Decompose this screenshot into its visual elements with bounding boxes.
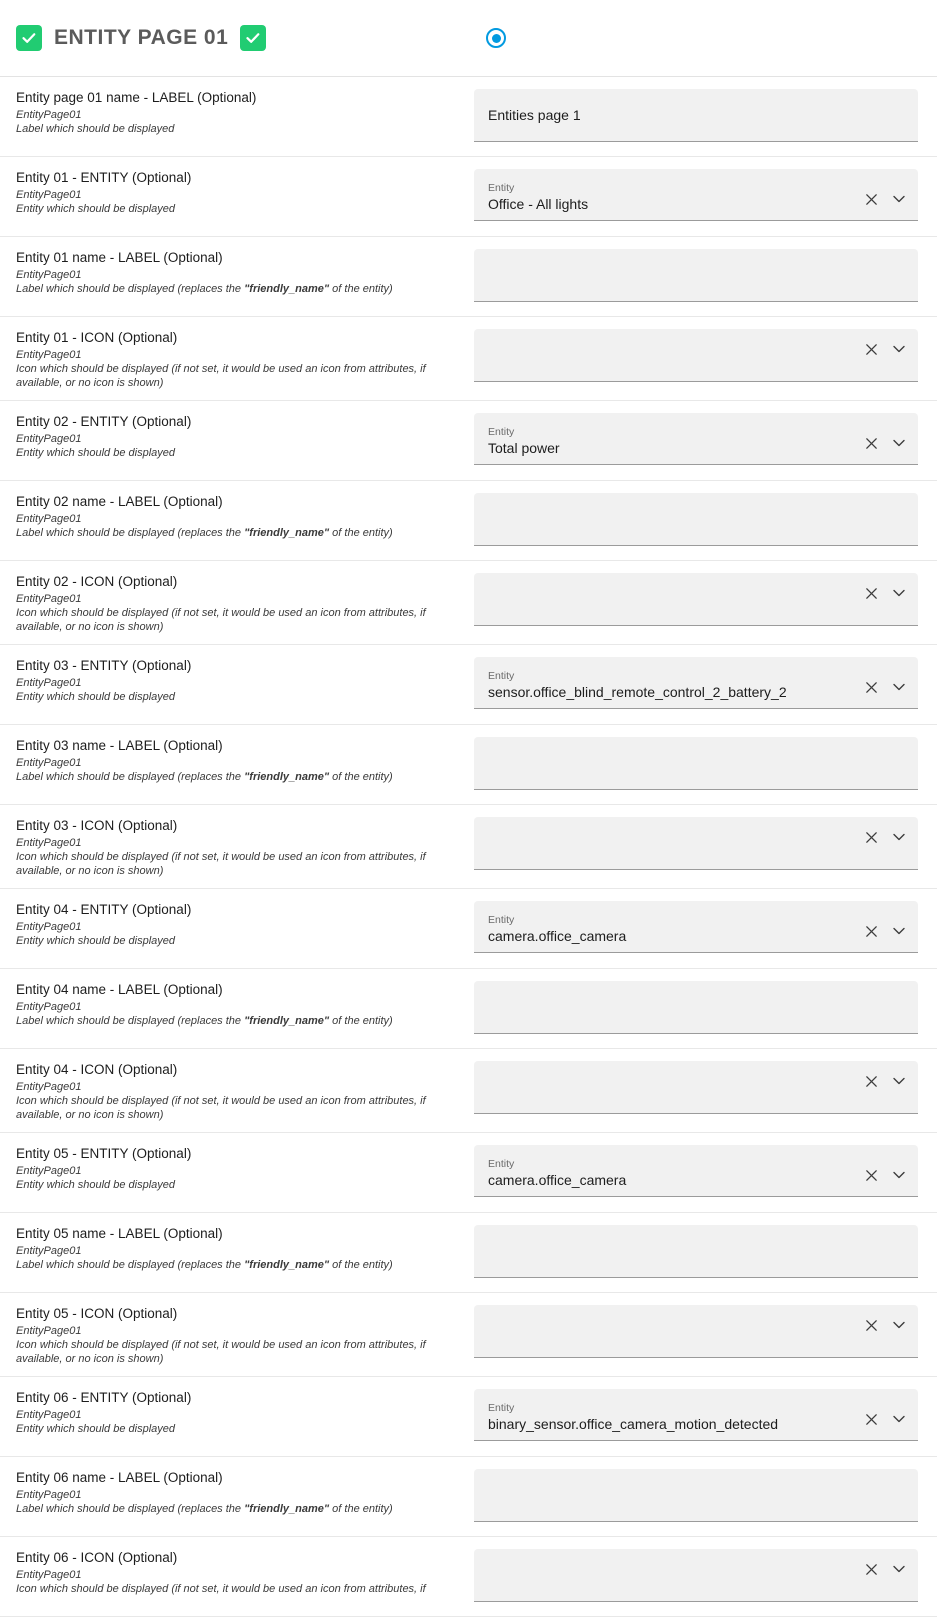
text-input-field[interactable] <box>474 89 918 142</box>
row-description <box>16 1503 446 1517</box>
field-content[interactable] <box>488 1305 862 1357</box>
clear-icon[interactable] <box>862 1560 880 1578</box>
field-float-label: Entity <box>488 1158 515 1170</box>
field-actions <box>862 1072 908 1102</box>
row-field-column <box>460 237 937 312</box>
row-key: EntityPage01 <box>16 1165 82 1177</box>
row-description-post: of the entity) <box>329 1015 393 1027</box>
field-actions <box>862 828 908 858</box>
row-title: Entity 03 - ENTITY (Optional) <box>16 658 192 673</box>
row-label-column <box>0 1213 460 1283</box>
row-description: Entity which should be displayed <box>16 203 175 215</box>
chevron-down-icon[interactable] <box>890 340 908 358</box>
field-content[interactable] <box>488 573 862 625</box>
row-label-column <box>0 725 460 795</box>
settings-row <box>0 77 937 157</box>
row-field-column <box>460 1293 937 1368</box>
chevron-down-icon[interactable] <box>890 190 908 208</box>
field-content[interactable] <box>488 329 862 381</box>
entity-select-field[interactable] <box>474 573 918 626</box>
entity-select-field[interactable] <box>474 1389 918 1441</box>
entity-select-field[interactable] <box>474 413 918 465</box>
clear-icon[interactable] <box>862 922 880 940</box>
row-field-column <box>460 725 937 800</box>
row-key: EntityPage01 <box>16 433 82 445</box>
row-label-column <box>0 1293 460 1376</box>
text-input-field[interactable] <box>474 1225 918 1278</box>
field-content[interactable] <box>488 249 908 301</box>
field-actions <box>862 678 908 708</box>
row-description: Entity which should be displayed <box>16 935 175 947</box>
settings-row <box>0 1133 937 1213</box>
settings-row <box>0 561 937 645</box>
clear-icon[interactable] <box>862 678 880 696</box>
clear-icon[interactable] <box>862 584 880 602</box>
clear-icon[interactable] <box>862 1166 880 1184</box>
row-title: Entity 02 - ICON (Optional) <box>16 574 178 589</box>
row-description-emphasis: "friendly_name" <box>244 771 330 783</box>
header-left-checkbox[interactable] <box>16 25 42 51</box>
row-label-column <box>0 645 460 715</box>
field-float-label: Entity <box>488 182 515 194</box>
row-description: Icon which should be displayed (if not set, it would be used an icon from attributes, if available, or no icon is shown) <box>16 363 426 389</box>
settings-row <box>0 401 937 481</box>
text-input-field[interactable] <box>474 981 918 1034</box>
row-title: Entity 06 - ICON (Optional) <box>16 1550 178 1565</box>
row-description-pre: Label which should be displayed (replaces the <box>16 1259 245 1271</box>
clear-icon[interactable] <box>862 1410 880 1428</box>
row-title: Entity 06 - ENTITY (Optional) <box>16 1390 192 1405</box>
field-actions <box>862 1560 908 1590</box>
row-description-pre: Label which should be displayed (replaces the <box>16 1015 245 1027</box>
field-content[interactable] <box>488 914 862 952</box>
chevron-down-icon[interactable] <box>890 1560 908 1578</box>
header-right-checkbox[interactable] <box>240 25 266 51</box>
row-description: Icon which should be displayed (if not set, it would be used an icon from attributes, if available, or no icon is shown) <box>16 851 426 877</box>
entity-select-field[interactable] <box>474 329 918 382</box>
chevron-down-icon[interactable] <box>890 1410 908 1428</box>
chevron-down-icon[interactable] <box>890 1316 908 1334</box>
row-description <box>16 283 446 297</box>
row-field-column <box>460 1457 937 1532</box>
row-field-column <box>460 969 937 1044</box>
field-value[interactable]: binary_sensor.office_camera_motion_detected <box>488 1416 779 1432</box>
row-description-pre: Label which should be displayed (replaces the <box>16 283 245 295</box>
radio-inner <box>492 34 501 43</box>
row-label-column <box>0 1049 460 1132</box>
row-label-column <box>0 889 460 959</box>
row-description <box>16 527 446 541</box>
entity-select-field[interactable] <box>474 1549 918 1602</box>
page-title: ENTITY PAGE 01 <box>54 26 229 49</box>
settings-row <box>0 805 937 889</box>
row-key: EntityPage01 <box>16 593 82 605</box>
settings-row <box>0 1457 937 1537</box>
field-content[interactable] <box>488 426 862 464</box>
row-label-column <box>0 561 460 644</box>
row-label-column <box>0 481 460 551</box>
field-content[interactable] <box>488 182 862 220</box>
row-title: Entity 05 name - LABEL (Optional) <box>16 1226 223 1241</box>
settings-row <box>0 645 937 725</box>
field-actions <box>862 1316 908 1346</box>
row-description <box>16 1015 446 1029</box>
row-title: Entity page 01 name - LABEL (Optional) <box>16 90 257 105</box>
row-title: Entity 05 - ICON (Optional) <box>16 1306 178 1321</box>
row-label-column <box>0 805 460 888</box>
field-content[interactable] <box>488 493 908 545</box>
row-description <box>16 1259 446 1273</box>
row-key: EntityPage01 <box>16 837 82 849</box>
row-title: Entity 04 name - LABEL (Optional) <box>16 982 223 997</box>
row-title: Entity 06 name - LABEL (Optional) <box>16 1470 223 1485</box>
settings-row <box>0 237 937 317</box>
row-description: Icon which should be displayed (if not set, it would be used an icon from attributes, if available, or no icon is shown) <box>16 1339 426 1365</box>
row-field-column <box>460 1377 937 1451</box>
clear-icon[interactable] <box>862 190 880 208</box>
row-title: Entity 01 - ENTITY (Optional) <box>16 170 192 185</box>
field-actions <box>862 922 908 952</box>
row-title: Entity 04 - ICON (Optional) <box>16 1062 178 1077</box>
settings-row <box>0 1293 937 1377</box>
field-content[interactable] <box>488 670 862 708</box>
chevron-down-icon[interactable] <box>890 828 908 846</box>
field-content[interactable] <box>488 1469 908 1521</box>
settings-row <box>0 481 937 561</box>
entity-select-field[interactable] <box>474 169 918 221</box>
field-float-label: Entity <box>488 914 515 926</box>
row-key: EntityPage01 <box>16 1489 82 1501</box>
field-value[interactable]: camera.office_camera <box>488 928 627 944</box>
row-field-column <box>460 1049 937 1124</box>
field-value[interactable]: Office - All lights <box>488 196 589 212</box>
field-actions <box>862 584 908 614</box>
text-input-field[interactable] <box>474 249 918 302</box>
chevron-down-icon[interactable] <box>890 678 908 696</box>
row-label-column <box>0 1133 460 1203</box>
row-label-column <box>0 401 460 471</box>
row-key: EntityPage01 <box>16 189 82 201</box>
row-description-post: of the entity) <box>329 1503 393 1515</box>
entity-select-field[interactable] <box>474 901 918 953</box>
row-title: Entity 02 name - LABEL (Optional) <box>16 494 223 509</box>
entity-select-field[interactable] <box>474 1061 918 1114</box>
text-input-field[interactable] <box>474 737 918 790</box>
field-content[interactable] <box>488 981 908 1033</box>
clear-icon[interactable] <box>862 340 880 358</box>
chevron-down-icon[interactable] <box>890 922 908 940</box>
row-key: EntityPage01 <box>16 1569 82 1581</box>
chevron-down-icon[interactable] <box>890 584 908 602</box>
entity-select-field[interactable] <box>474 1305 918 1358</box>
chevron-down-icon[interactable] <box>890 434 908 452</box>
field-actions <box>862 190 908 220</box>
field-float-label: Entity <box>488 1402 515 1414</box>
row-field-column <box>460 481 937 556</box>
settings-row <box>0 725 937 805</box>
row-description-post: of the entity) <box>329 1259 393 1271</box>
settings-row-list <box>0 77 937 1617</box>
field-content[interactable] <box>488 737 908 789</box>
row-field-column <box>460 889 937 963</box>
clear-icon[interactable] <box>862 828 880 846</box>
row-description: Entity which should be displayed <box>16 691 175 703</box>
clear-icon[interactable] <box>862 1316 880 1334</box>
chevron-down-icon[interactable] <box>890 1166 908 1184</box>
chevron-down-icon[interactable] <box>890 1072 908 1090</box>
row-field-column <box>460 317 937 392</box>
text-input-field[interactable] <box>474 1469 918 1522</box>
row-key: EntityPage01 <box>16 349 82 361</box>
row-field-column <box>460 1213 937 1288</box>
field-value[interactable]: sensor.office_blind_remote_control_2_battery_2 <box>488 684 787 700</box>
row-description: Icon which should be displayed (if not set, it would be used an icon from attributes, if <box>16 1583 426 1595</box>
row-description: Label which should be displayed <box>16 123 175 135</box>
field-content[interactable] <box>488 1158 862 1196</box>
row-description-emphasis: "friendly_name" <box>244 527 330 539</box>
row-label-column <box>0 1537 460 1607</box>
row-description-pre: Label which should be displayed (replaces the <box>16 527 245 539</box>
row-field-column <box>460 645 937 719</box>
row-label-column <box>0 157 460 227</box>
row-key: EntityPage01 <box>16 269 82 281</box>
row-field-column <box>460 561 937 636</box>
field-float-label: Entity <box>488 426 515 438</box>
row-key: EntityPage01 <box>16 757 82 769</box>
clear-icon[interactable] <box>862 434 880 452</box>
row-description-emphasis: "friendly_name" <box>244 1259 330 1271</box>
row-key: EntityPage01 <box>16 1001 82 1013</box>
settings-row <box>0 1537 937 1617</box>
row-key: EntityPage01 <box>16 1325 82 1337</box>
row-key: EntityPage01 <box>16 1409 82 1421</box>
field-actions <box>862 1410 908 1440</box>
field-actions <box>862 434 908 464</box>
settings-row <box>0 317 937 401</box>
row-key: EntityPage01 <box>16 1081 82 1093</box>
entity-select-field[interactable] <box>474 817 918 870</box>
row-key: EntityPage01 <box>16 109 82 121</box>
field-content[interactable] <box>488 1225 908 1277</box>
row-key: EntityPage01 <box>16 677 82 689</box>
field-content[interactable] <box>488 817 862 869</box>
row-description: Icon which should be displayed (if not set, it would be used an icon from attributes, if available, or no icon is shown) <box>16 1095 426 1121</box>
row-label-column <box>0 317 460 400</box>
row-title: Entity 01 name - LABEL (Optional) <box>16 250 223 265</box>
row-description <box>16 771 446 785</box>
row-label-column <box>0 77 460 147</box>
field-content[interactable] <box>488 1549 862 1601</box>
row-label-column <box>0 969 460 1039</box>
row-key: EntityPage01 <box>16 513 82 525</box>
row-description: Entity which should be displayed <box>16 1179 175 1191</box>
settings-row <box>0 1377 937 1457</box>
row-field-column <box>460 401 937 475</box>
field-value[interactable]: Total power <box>488 440 560 456</box>
row-field-column <box>460 1537 937 1612</box>
settings-row <box>0 969 937 1049</box>
row-description: Icon which should be displayed (if not set, it would be used an icon from attributes, if available, or no icon is shown) <box>16 607 426 633</box>
row-title: Entity 05 - ENTITY (Optional) <box>16 1146 192 1161</box>
row-title: Entity 03 name - LABEL (Optional) <box>16 738 223 753</box>
field-content[interactable] <box>488 1061 862 1113</box>
settings-row <box>0 157 937 237</box>
row-description-pre: Label which should be displayed (replaces the <box>16 771 245 783</box>
settings-row <box>0 1213 937 1293</box>
row-label-column <box>0 1377 460 1447</box>
row-description: Entity which should be displayed <box>16 447 175 459</box>
row-title: Entity 02 - ENTITY (Optional) <box>16 414 192 429</box>
settings-row <box>0 1049 937 1133</box>
field-content[interactable] <box>488 1402 862 1440</box>
row-field-column <box>460 157 937 231</box>
row-label-column <box>0 237 460 307</box>
text-input-field[interactable] <box>474 493 918 546</box>
field-actions <box>862 340 908 370</box>
entity-select-field[interactable] <box>474 1145 918 1197</box>
entity-select-field[interactable] <box>474 657 918 709</box>
row-title: Entity 03 - ICON (Optional) <box>16 818 178 833</box>
field-content[interactable] <box>488 89 908 141</box>
row-title: Entity 01 - ICON (Optional) <box>16 330 178 345</box>
row-description: Entity which should be displayed <box>16 1423 175 1435</box>
row-description-emphasis: "friendly_name" <box>244 1015 330 1027</box>
settings-row <box>0 889 937 969</box>
row-title: Entity 04 - ENTITY (Optional) <box>16 902 192 917</box>
radio-outer <box>486 28 506 48</box>
field-value[interactable]: camera.office_camera <box>488 1172 627 1188</box>
page-header <box>0 0 937 77</box>
field-actions <box>862 1166 908 1196</box>
row-description-post: of the entity) <box>329 771 393 783</box>
clear-icon[interactable] <box>862 1072 880 1090</box>
row-field-column <box>460 1133 937 1207</box>
row-key: EntityPage01 <box>16 1245 82 1257</box>
field-value[interactable]: Entities page 1 <box>488 107 581 123</box>
row-field-column <box>460 805 937 880</box>
row-key: EntityPage01 <box>16 921 82 933</box>
header-radio-button[interactable] <box>486 28 508 50</box>
row-field-column <box>460 77 937 152</box>
row-description-post: of the entity) <box>329 283 393 295</box>
field-float-label: Entity <box>488 670 515 682</box>
row-description-emphasis: "friendly_name" <box>244 1503 330 1515</box>
row-description-pre: Label which should be displayed (replaces the <box>16 1503 245 1515</box>
row-label-column <box>0 1457 460 1527</box>
row-description-post: of the entity) <box>329 527 393 539</box>
row-description-emphasis: "friendly_name" <box>244 283 330 295</box>
